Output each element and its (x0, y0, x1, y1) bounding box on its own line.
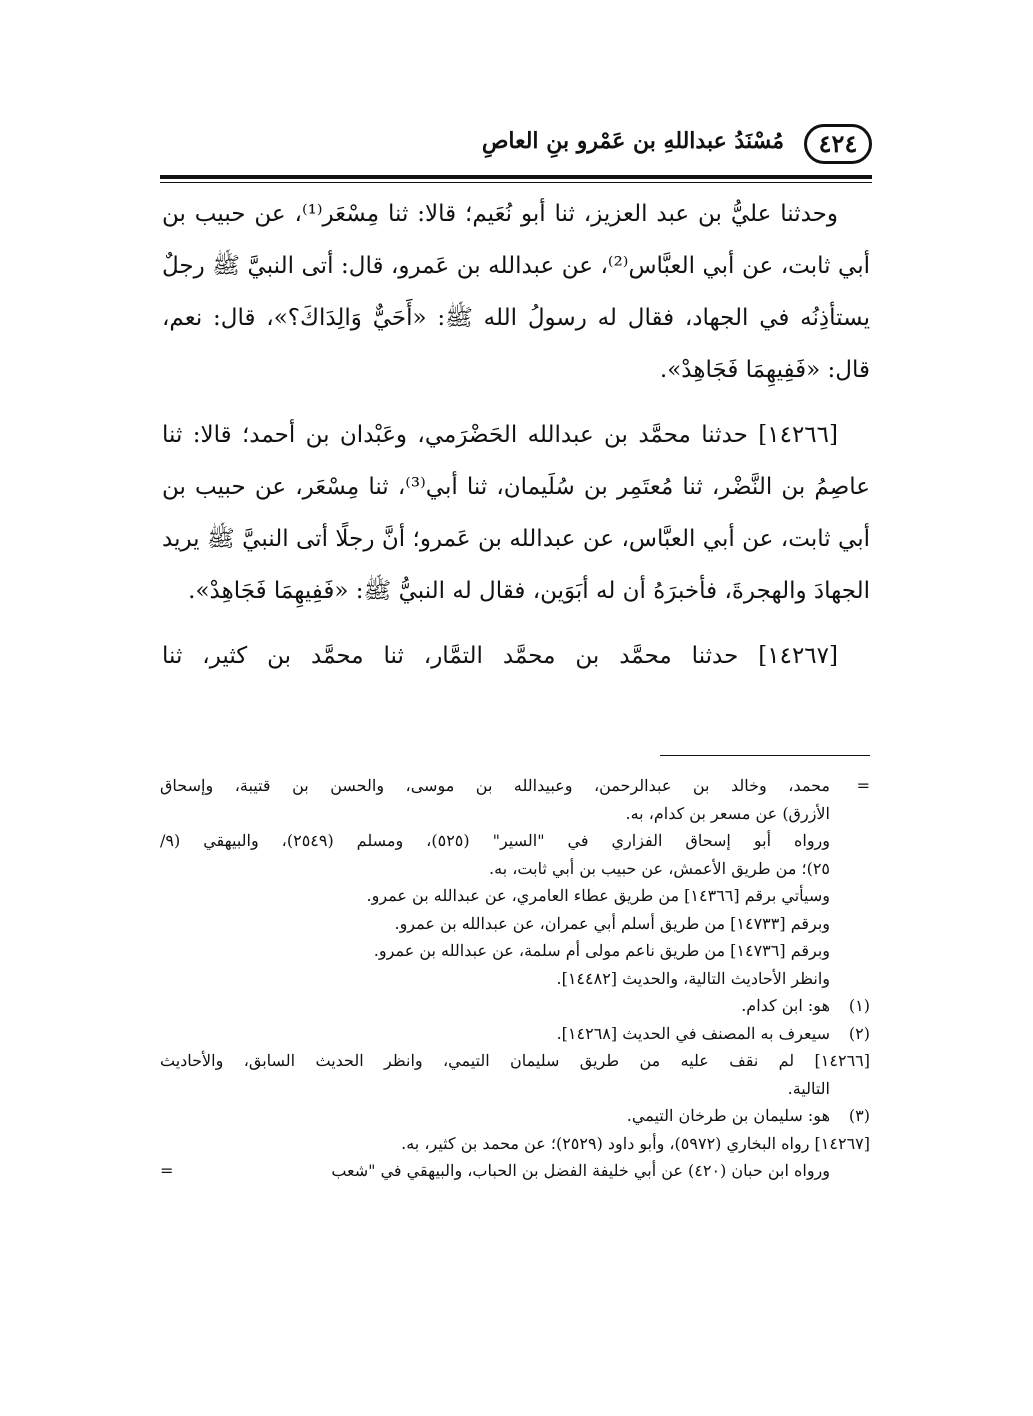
footnote-text: سيعرف به المصنف في الحديث [١٤٢٦٨]. (556, 1023, 830, 1043)
footnote-text: هو: سليمان بن طرخان التيمي. (626, 1106, 830, 1125)
footnote-cross-reference: وبرقم [١٤٧٣٣] من طريق أسلم أبي عمران، عن عبدالله بن عمرو. (394, 913, 830, 933)
footnote-2 (160, 1020, 870, 1048)
running-title: مُسْنَدُ عبداللهِ بن عَمْرو بنِ العاصِ (481, 128, 784, 154)
footnote-continuation-line: الأزرق) عن مسعر بن كدام، به. (625, 803, 830, 823)
footnote-hadith-14267-cont (160, 1157, 870, 1185)
footnote-text: هو: ابن كدام. (741, 996, 830, 1015)
hadith-14267: [١٤٢٦٧] حدثنا محمَّد بن محمَّد التمَّار، ثنا محمَّد بن كثير، ثنا (162, 643, 838, 669)
footnote-1 (160, 992, 870, 1020)
main-text (162, 188, 870, 682)
hadith-14266: [١٤٢٦٦] حدثنا محمَّد بن عبدالله الحَضْرَمي، وعَبْدان بن أحمد؛ قالا: ثنا عاصِمُ بن النَّضْر، ثنا مُعتَمِر بن سُلَيمان، ثنا أبي⁽³⁾، ثنا مِسْعَر، عن حبيب بن أبي ثابت، عن أبي العبَّاس، عن عبدالله بن عَمرو؛ أنَّ رجلًا أتى النبيَّ ﷺ يريد الجهادَ والهجرةَ، فأخبرَهُ أن له أبَوَين، فقال له النبيُّ ﷺ: «فَفِيهِمَا فَجَاهِدْ». (162, 422, 870, 604)
footnote-fazari-line: ورواه أبو إسحاق الفزاري في "السير" (٥٢٥)، ومسلم (٢٥٤٩)، والبيهقي (٩/ (160, 831, 830, 850)
footnote-hadith-14267: [١٤٢٦٧] رواه البخاري (٥٩٧٢)، وأبو داود (٢٥٢٩)؛ عن محمد بن كثير، به. (401, 1133, 870, 1153)
footnote-continuation-line (160, 772, 870, 800)
footnote-cross-reference: وانظر الأحاديث التالية، والحديث [١٤٤٨٢]. (556, 968, 830, 988)
continuation-marker: = (856, 776, 870, 795)
footnote-cross-reference: وسيأتي برقم [١٤٣٦٦] من طريق عطاء العامري، عن عبدالله بن عمرو. (366, 886, 830, 905)
header-rule-thick (160, 175, 872, 179)
footnote-separator (660, 755, 870, 756)
footnote-hadith-14266-cont: التالية. (787, 1078, 830, 1098)
continuation-marker: = (160, 1161, 174, 1180)
footnote-cross-reference: وبرقم [١٤٧٣٦] من طريق ناعم مولى أم سلمة، عن عبدالله بن عمرو. (373, 941, 830, 960)
footnote-marker: (١) (848, 996, 870, 1015)
footnote-fazari-line: ٢٥)؛ من طريق الأعمش، عن حبيب بن أبي ثابت، به. (489, 858, 830, 878)
footnote-marker: (٣) (848, 1106, 870, 1125)
page-header (160, 118, 872, 174)
footnote-text: محمد، وخالد بن عبدالرحمن، وعبيدالله بن موسى، والحسن بن قتيبة، وإسحاق (160, 776, 830, 795)
footnote-text: ورواه ابن حبان (٤٢٠) عن أبي خليفة الفضل بن الحباب، والبيهقي في "شعب (331, 1161, 830, 1180)
paragraph-isnad-continuation: وحدثنا عليُّ بن عبد العزيز، ثنا أبو نُعَيم؛ قالا: ثنا مِسْعَر⁽¹⁾، عن حبيب بن أبي ثابت، عن أبي العبَّاس⁽²⁾، عن عبدالله بن عَمرو، قال: أتى النبيَّ ﷺ رجلٌ يستأذِنُه في الجهاد، فقال له رسولُ الله ﷺ: «أَحَيٌّ وَالِدَاكَ؟»، قال: نعم، قال: «فَفِيهِمَا فَجَاهِدْ». (162, 201, 870, 383)
footnote-hadith-14266: [١٤٢٦٦] لم نقف عليه من طريق سليمان التيمي، وانظر الحديث السابق، والأحاديث (160, 1051, 870, 1070)
footnote-3 (160, 1102, 870, 1130)
footnote-marker: (٢) (848, 1023, 870, 1043)
footnotes (160, 772, 870, 1185)
header-rule-thin (160, 182, 872, 183)
page-number: ٤٢٤ (804, 124, 872, 164)
